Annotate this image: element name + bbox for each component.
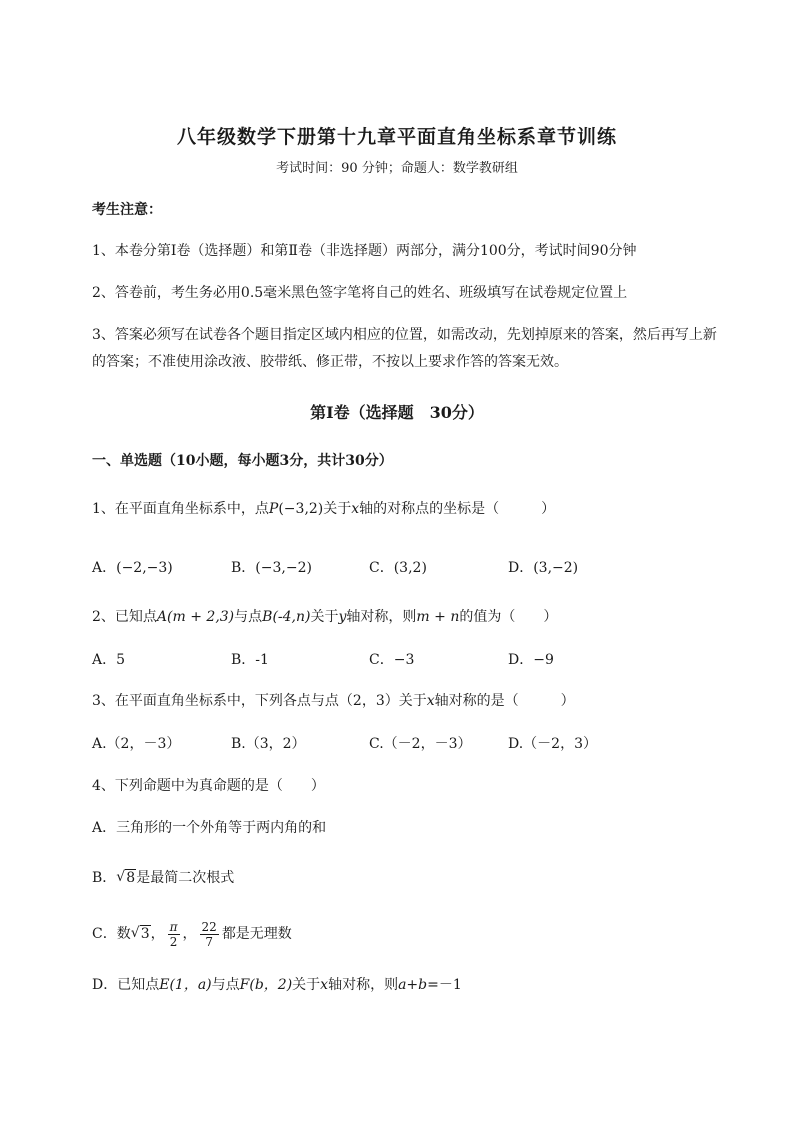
note-item: 3、答案必须写在试卷各个题目指定区域内相应的位置，如需改动，先划掉原来的答案，然后再写上新: [92, 327, 717, 343]
note-item: 1、本卷分第Ⅰ卷（选择题）和第Ⅱ卷（非选择题）两部分，满分100分，考试时间90分钟: [92, 243, 637, 259]
radicand: 3: [140, 926, 150, 942]
coordinates: (m + 2,3): [167, 609, 235, 625]
option-c[interactable]: C．(3,2): [369, 560, 427, 576]
question-4: 4、下列命题中为真命题的是（ ）: [92, 778, 325, 794]
axis-label: x: [320, 977, 329, 993]
question-text: 轴对称，则: [346, 609, 417, 625]
expression: a+b: [398, 977, 428, 993]
expression: m + n: [416, 609, 460, 625]
question-text: 轴对称的是（ ）: [434, 693, 575, 709]
option-d[interactable]: D．(3,−2): [508, 560, 579, 576]
coordinates: (b，2): [249, 977, 293, 993]
option-a[interactable]: A．(−2,−3): [92, 560, 173, 576]
option-b[interactable]: [92, 868, 734, 888]
option-text: 是最简二次根式: [136, 870, 235, 886]
option-text: 关于: [292, 977, 321, 993]
note-item: 2、答卷前，考生务必用0.5毫米黑色签字笔将自己的姓名、班级填写在试卷规定位置上: [92, 285, 628, 301]
note-item-continued: 的答案；不准使用涂改液、胶带纸、修正带，不按以上要求作答的答案无效。: [92, 354, 568, 370]
denominator: 2: [169, 934, 178, 949]
question-text: 与点: [234, 609, 263, 625]
notes-heading: 考生注意：: [92, 202, 162, 218]
option-label: D．已知点: [92, 977, 160, 993]
part-heading: 一、单选题（10小题，每小题3分，共计30分）: [92, 453, 393, 469]
option-label: B．: [92, 870, 117, 886]
question-text: 的值为（ ）: [459, 609, 558, 625]
question-text: 轴的对称点的坐标是（ ）: [359, 501, 556, 517]
question-1: [92, 499, 734, 519]
option-text: 与点: [211, 977, 240, 993]
axis-label: x: [426, 693, 435, 709]
point-label: A: [156, 609, 168, 625]
denominator: 7: [205, 934, 213, 949]
fraction-pi-over-2: [168, 920, 180, 949]
question-text: 关于: [310, 609, 339, 625]
option-a[interactable]: A.（2，－3）: [92, 736, 181, 752]
numerator: 22: [201, 919, 217, 934]
radical: [131, 918, 151, 950]
section-title: 第Ⅰ卷（选择题 30分）: [310, 403, 484, 422]
exam-info: 考试时间：90 分钟；命题人：数学教研组: [276, 161, 518, 176]
numerator: π: [169, 919, 178, 934]
option-c[interactable]: C．−3: [369, 652, 415, 668]
question-text: 1、在平面直角坐标系中，点: [92, 501, 269, 517]
question-3: [92, 691, 734, 711]
point-label: B: [262, 609, 273, 625]
option-text: =－1: [427, 977, 462, 993]
option-b[interactable]: B．(−3,−2): [231, 560, 312, 576]
question-text: 3、在平面直角坐标系中，下列各点与点（2，3）关于: [92, 693, 427, 709]
point-label: P: [268, 501, 279, 517]
option-b[interactable]: B.（3，2）: [231, 736, 306, 752]
coordinates: (-4,n): [272, 609, 311, 625]
option-c[interactable]: C.（－2，－3）: [369, 736, 472, 752]
question-text: 关于: [323, 501, 352, 517]
fraction-22-over-7: [200, 920, 219, 949]
point-label: E: [159, 977, 170, 993]
option-text: 轴对称，则: [328, 977, 399, 993]
axis-label: x: [351, 501, 360, 517]
option-b[interactable]: B．-1: [231, 652, 269, 668]
option-d[interactable]: [92, 975, 734, 995]
option-c[interactable]: [92, 918, 734, 954]
option-a[interactable]: A．5: [92, 652, 126, 668]
option-text: 都是无理数: [221, 926, 292, 942]
separator: ，: [182, 926, 197, 942]
question-2: [92, 607, 734, 627]
question-text: 2、已知点: [92, 609, 157, 625]
point-label: F: [239, 977, 250, 993]
coordinates: (1，a): [169, 977, 212, 993]
option-label: C．数: [92, 926, 131, 942]
option-d[interactable]: D．−9: [508, 652, 554, 668]
option-d[interactable]: D.（－2，3）: [508, 736, 597, 752]
option-a[interactable]: A．三角形的一个外角等于两内角的和: [92, 820, 327, 836]
coordinates: (−3,2): [278, 501, 324, 517]
axis-label: y: [338, 609, 347, 625]
radicand: 8: [126, 870, 136, 886]
separator: ，: [150, 926, 165, 942]
radical: [116, 868, 136, 888]
page-title: 八年级数学下册第十九章平面直角坐标系章节训练: [176, 126, 617, 148]
